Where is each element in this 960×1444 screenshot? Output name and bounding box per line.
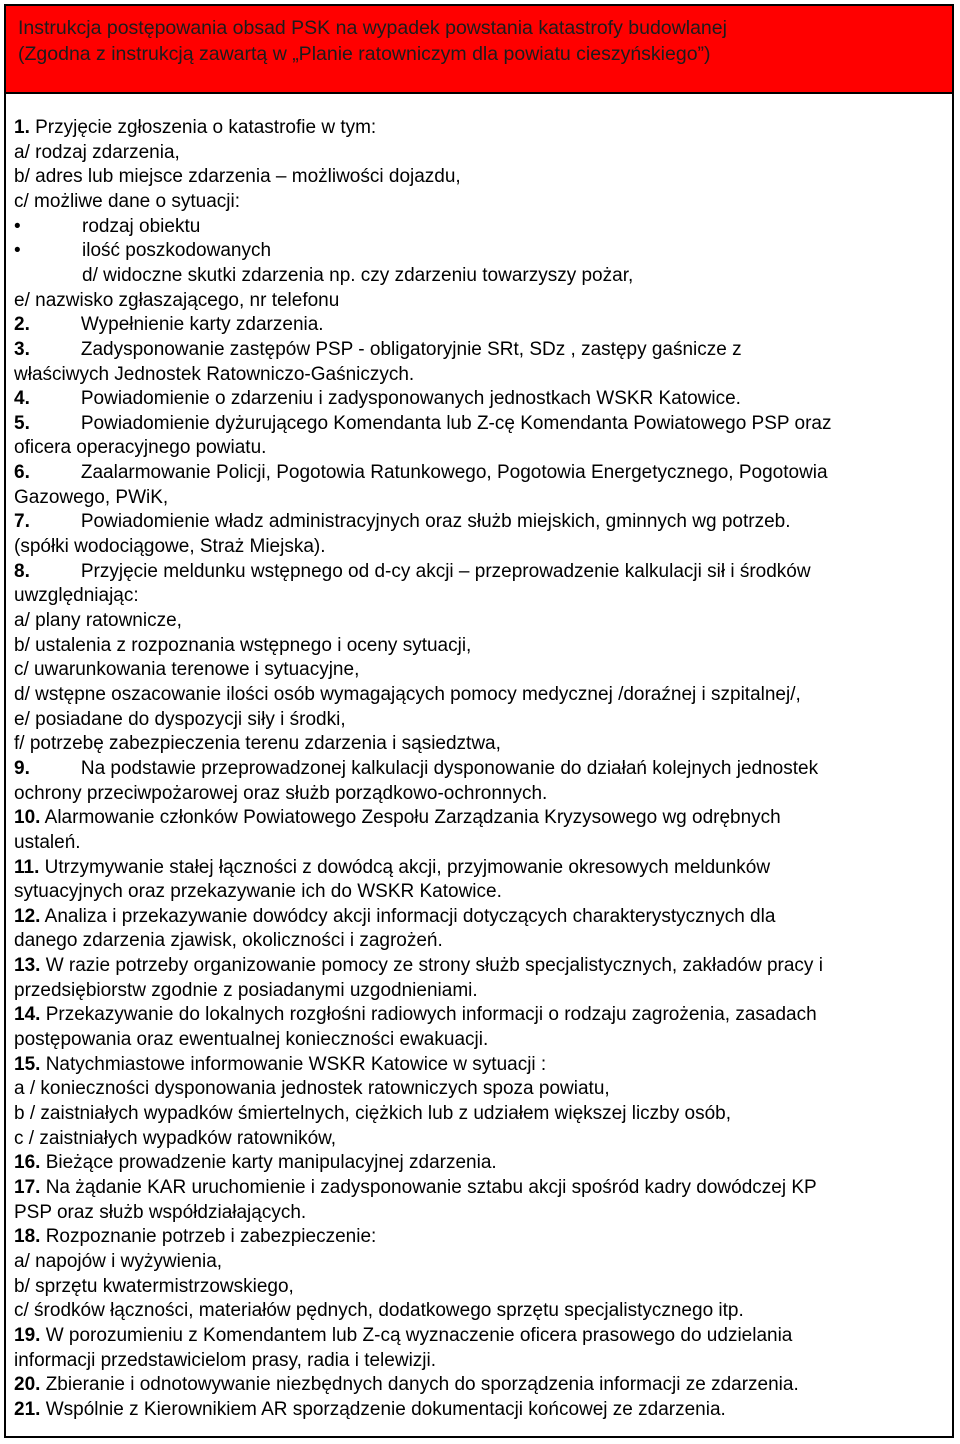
- instruction-text: sytuacyjnych oraz przekazywanie ich do WSKR Katowice.: [14, 881, 502, 903]
- instruction-line: [14, 486, 168, 510]
- instruction-line: [14, 584, 139, 608]
- instruction-text: c/ środków łączności, materiałów pędnych, dodatkowego sprzętu specjalistycznego itp.: [14, 1300, 744, 1322]
- instruction-line: [14, 1077, 610, 1101]
- instruction-line: [14, 954, 823, 978]
- step-number: 16.: [14, 1152, 41, 1174]
- step-number: 19.: [14, 1324, 41, 1346]
- instruction-text: danego zdarzenia zjawisk, okoliczności i zagrożeń.: [14, 930, 443, 952]
- instruction-text: f/ potrzebę zabezpieczenia terenu zdarzenia i sąsiedztwa,: [14, 733, 501, 755]
- instruction-line: [14, 535, 326, 559]
- step-number: 20.: [14, 1374, 41, 1396]
- instruction-line: [82, 264, 633, 288]
- instruction-text: Zadysponowanie zastępów PSP - obligatoryjnie SRt, SDz , zastępy gaśnicze z: [80, 338, 742, 360]
- instruction-text: c/ uwarunkowania terenowe i sytuacyjne,: [14, 659, 360, 681]
- instruction-text: e/ nazwisko zgłaszającego, nr telefonu: [14, 289, 340, 311]
- step-number: 1.: [14, 117, 30, 138]
- instruction-text: informacji przedstawicielom prasy, radia i telewizji.: [14, 1349, 437, 1371]
- step-number: 6.: [14, 462, 30, 484]
- instruction-line: [14, 1102, 731, 1126]
- instruction-text: Natychmiastowe informowanie WSKR Katowice w sytuacji :: [40, 1053, 547, 1075]
- instruction-text: Powiadomienie o zdarzeniu i zadysponowanych jednostkach WSKR Katowice.: [80, 388, 741, 410]
- step-number: 9.: [14, 757, 30, 779]
- instruction-line: [14, 732, 501, 756]
- instruction-text: PSP oraz służb współdziałających.: [14, 1201, 307, 1223]
- header-title-line-2: (Zgodna z instrukcją zawartą w „Planie ratowniczym dla powiatu cieszyńskiego”): [18, 43, 711, 65]
- instruction-line: [14, 1003, 817, 1027]
- instruction-text: ilość poszkodowanych: [82, 240, 272, 262]
- instruction-text: c/ możliwe dane o sytuacji:: [14, 190, 240, 212]
- instruction-line: [14, 979, 478, 1003]
- instruction-line: [14, 387, 741, 411]
- instruction-text: Utrzymywanie stałej łączności z dowódcą akcji, przyjmowanie okresowych meldunków: [39, 856, 771, 878]
- instruction-line: [14, 1398, 726, 1422]
- instruction-text: Przekazywanie do lokalnych rozgłośni radiowych informacji o rodzaju zagrożenia, zasadach: [40, 1004, 817, 1026]
- instruction-text: rodzaj obiektu: [82, 215, 201, 237]
- instruction-line: [14, 683, 801, 707]
- instruction-line: [14, 1299, 744, 1323]
- step-number: 14.: [14, 1004, 41, 1026]
- instruction-text: ustaleń.: [14, 831, 81, 853]
- instruction-text: Przyjęcie meldunku wstępnego od d-cy akcji – przeprowadzenie kalkulacji sił i środków: [80, 560, 811, 582]
- instruction-text: Analiza i przekazywanie dowódcy akcji informacji dotyczących charakterystycznych dla: [40, 905, 776, 927]
- step-number: 17.: [14, 1176, 41, 1198]
- instruction-line: [14, 1250, 222, 1274]
- instruction-line: [14, 856, 770, 880]
- instruction-text: a / konieczności dysponowania jednostek ratowniczych spoza powiatu,: [14, 1078, 610, 1100]
- step-number: 12.: [14, 905, 41, 927]
- instruction-text: b/ ustalenia z rozpoznania wstępnego i oceny sytuacji,: [14, 634, 472, 656]
- instruction-line: [14, 1201, 306, 1225]
- bullet-icon: •: [14, 215, 21, 237]
- instruction-text: postępowania oraz ewentualnej konieczności ewakuacji.: [14, 1029, 489, 1051]
- instruction-line: [14, 1225, 376, 1249]
- step-number: 5.: [14, 412, 30, 434]
- instruction-line: [14, 1349, 436, 1373]
- instruction-text: Alarmowanie członków Powiatowego Zespołu Zarządzania Kryzysowego wg odrębnych: [40, 807, 781, 829]
- instruction-line: [14, 289, 339, 313]
- instruction-line: [14, 560, 811, 584]
- instruction-line: [14, 806, 781, 830]
- step-number: 18.: [14, 1226, 41, 1248]
- instruction-line: [14, 831, 81, 855]
- instruction-text: przedsiębiorstw zgodnie z posiadanymi uzgodnieniami.: [14, 979, 478, 1001]
- step-number: 2.: [14, 314, 30, 336]
- instruction-line: [14, 1053, 546, 1077]
- instruction-line: [14, 757, 818, 781]
- instruction-text: uwzględniając:: [14, 585, 139, 607]
- document-header: [4, 4, 954, 94]
- instruction-line: [14, 1373, 799, 1397]
- instruction-text: Zaalarmowanie Policji, Pogotowia Ratunkowego, Pogotowia Energetycznego, Pogotowia: [80, 462, 828, 484]
- instruction-text: c / zaistniałych wypadków ratowników,: [14, 1127, 337, 1149]
- instruction-line: [14, 510, 791, 534]
- instruction-text: e/ posiadane do dyspozycji siły i środki,: [14, 708, 346, 730]
- instruction-text: d/ widoczne skutki zdarzenia np. czy zdarzeniu towarzyszy pożar,: [82, 264, 634, 286]
- step-number: 21.: [14, 1398, 41, 1420]
- instruction-text: W porozumieniu z Komendantem lub Z-cą wyznaczenie oficera prasowego do udzielania: [40, 1324, 793, 1346]
- instruction-line: [14, 165, 461, 189]
- instruction-text: Bieżące prowadzenie karty manipulacyjnej zdarzenia.: [40, 1152, 497, 1174]
- instruction-line: [14, 412, 831, 436]
- step-number: 8.: [14, 560, 30, 582]
- instruction-text: właściwych Jednostek Ratowniczo-Gaśniczych.: [14, 363, 415, 385]
- step-number: 15.: [14, 1053, 41, 1075]
- instruction-line: [14, 338, 742, 362]
- instruction-text: (spółki wodociągowe, Straż Miejska).: [14, 536, 326, 558]
- instruction-line: [14, 363, 414, 387]
- instruction-line: [14, 141, 180, 165]
- instruction-line: [14, 634, 471, 658]
- step-number: 3.: [14, 338, 30, 360]
- instruction-text: Zbieranie i odnotowywanie niezbędnych danych do sporządzenia informacji ze zdarzenia.: [40, 1374, 799, 1396]
- instruction-text: Powiadomienie władz administracyjnych oraz służb miejskich, gminnych wg potrzeb.: [80, 511, 791, 533]
- instruction-text: ochrony przeciwpożarowej oraz służb porządkowo-ochronnych.: [14, 782, 548, 804]
- instruction-line: [14, 1275, 294, 1299]
- instruction-line: [14, 929, 443, 953]
- step-number: 7.: [14, 511, 30, 533]
- instruction-text: Rozpoznanie potrzeb i zabezpieczenie:: [40, 1226, 377, 1248]
- instruction-text: a/ napojów i wyżywienia,: [14, 1250, 223, 1272]
- instruction-line: [14, 1028, 488, 1052]
- instruction-line: [14, 658, 359, 682]
- step-number: 11.: [14, 856, 40, 878]
- instruction-text: d/ wstępne oszacowanie ilości osób wymagających pomocy medycznej /doraźnej i szpitalnej/,: [14, 683, 801, 705]
- instruction-text: W razie potrzeby organizowanie pomocy ze strony służb specjalistycznych, zakładów pracy i: [40, 955, 823, 977]
- instruction-text: oficera operacyjnego powiatu.: [14, 437, 267, 459]
- instruction-text: b / zaistniałych wypadków śmiertelnych, ciężkich lub z udziałem większej liczby osób,: [14, 1103, 732, 1124]
- instruction-text: Gazowego, PWiK,: [14, 486, 169, 508]
- instruction-text: Na żądanie KAR uruchomienie i zadysponowanie sztabu akcji spośród kadry dowódczej KP: [40, 1176, 817, 1198]
- instruction-text: Powiadomienie dyżurującego Komendanta lub Z-cę Komendanta Powiatowego PSP oraz: [80, 412, 832, 434]
- instruction-line: [14, 905, 775, 929]
- instruction-line: [14, 1127, 336, 1151]
- instruction-text: a/ rodzaj zdarzenia,: [14, 141, 180, 163]
- instruction-line: [14, 1324, 792, 1348]
- instruction-line: [82, 215, 200, 239]
- instruction-text: b/ adres lub miejsce zdarzenia – możliwości dojazdu,: [14, 166, 461, 188]
- step-number: 13.: [14, 955, 41, 977]
- instruction-text: Przyjęcie zgłoszenia o katastrofie w tym:: [29, 117, 377, 138]
- step-number: 4.: [14, 388, 30, 410]
- instruction-line: [14, 313, 324, 337]
- instruction-text: b/ sprzętu kwatermistrzowskiego,: [14, 1275, 294, 1297]
- step-number: 10.: [14, 807, 41, 829]
- instruction-line: [14, 880, 502, 904]
- instruction-line: [14, 116, 376, 140]
- instruction-text: Wypełnienie karty zdarzenia.: [80, 314, 324, 336]
- instruction-line: [14, 1176, 817, 1200]
- instruction-line: [14, 1151, 497, 1175]
- instruction-text: Na podstawie przeprowadzonej kalkulacji dysponowanie do działań kolejnych jednostek: [80, 757, 819, 779]
- instruction-line: [14, 708, 346, 732]
- bullet-icon: •: [14, 240, 21, 262]
- instruction-text: Wspólnie z Kierownikiem AR sporządzenie dokumentacji końcowej ze zdarzenia.: [40, 1398, 726, 1420]
- instruction-line: [14, 609, 182, 633]
- instruction-line: [14, 190, 240, 214]
- instruction-text: a/ plany ratownicze,: [14, 610, 182, 631]
- instruction-line: [82, 239, 271, 263]
- instruction-line: [14, 436, 266, 460]
- instruction-line: [14, 461, 828, 485]
- header-title-line-1: Instrukcja postępowania obsad PSK na wypadek powstania katastrofy budowlanej: [18, 17, 727, 39]
- instruction-line: [14, 782, 547, 806]
